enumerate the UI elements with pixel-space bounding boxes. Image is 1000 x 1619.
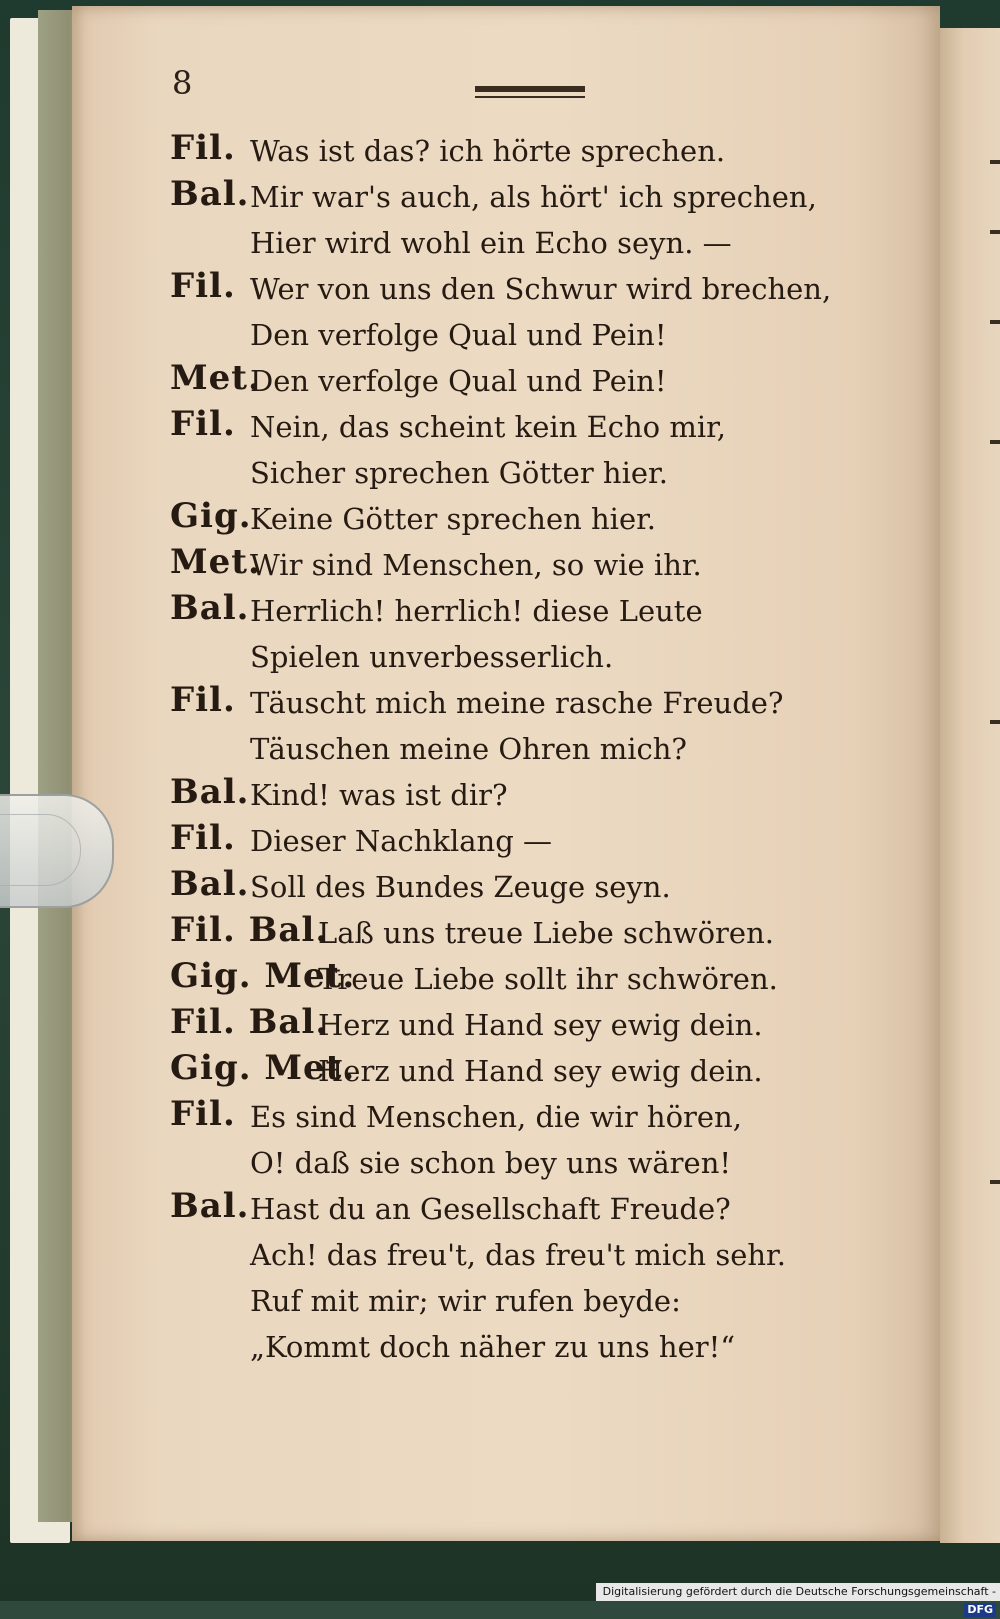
verse-line: Spielen unverbesserlich. bbox=[250, 640, 614, 674]
verse-line: „Kommt doch näher zu uns her!“ bbox=[250, 1330, 736, 1364]
dialogue-text bbox=[170, 128, 850, 1370]
facing-page-mark bbox=[990, 160, 1000, 164]
dialogue-entry bbox=[170, 772, 850, 818]
dialogue-entry bbox=[170, 1094, 850, 1186]
facing-page-edge bbox=[940, 28, 1000, 1543]
verse-line: Sicher sprechen Götter hier. bbox=[250, 456, 668, 490]
verse-line: Was ist das? ich hörte sprechen. bbox=[250, 134, 726, 168]
verse-line: Ach! das freu't, das freu't mich sehr. bbox=[250, 1238, 786, 1272]
dialogue-entry bbox=[170, 680, 850, 772]
dialogue-entry bbox=[170, 956, 850, 1002]
verse-line: Den verfolge Qual und Pein! bbox=[250, 364, 667, 398]
verse-line: Herz und Hand sey ewig dein. bbox=[318, 1054, 763, 1088]
facing-page-mark bbox=[990, 720, 1000, 724]
facing-page-mark bbox=[990, 230, 1000, 234]
dialogue-entry bbox=[170, 174, 850, 266]
footer-credit bbox=[596, 1583, 1000, 1616]
facing-page-mark bbox=[990, 440, 1000, 444]
verse-line: Kind! was ist dir? bbox=[250, 778, 508, 812]
dialogue-entry bbox=[170, 128, 850, 174]
verse-line: Wer von uns den Schwur wird brechen, bbox=[250, 272, 832, 306]
page-clip bbox=[0, 794, 114, 908]
verse-line: Den verfolge Qual und Pein! bbox=[250, 318, 667, 352]
speaker-label: Fil. bbox=[170, 404, 236, 444]
dialogue-entry bbox=[170, 358, 850, 404]
speaker-label: Gig. Met. bbox=[170, 1048, 356, 1088]
speaker-label: Gig. bbox=[170, 496, 252, 536]
speaker-label: Bal. bbox=[170, 772, 250, 812]
verse-line: Es sind Menschen, die wir hören, bbox=[250, 1100, 742, 1134]
dialogue-entry bbox=[170, 266, 850, 358]
speaker-label: Fil. bbox=[170, 680, 236, 720]
dialogue-entry bbox=[170, 1002, 850, 1048]
speaker-label: Bal. bbox=[170, 864, 250, 904]
speaker-label: Met. bbox=[170, 542, 261, 582]
dfg-logo: DFG bbox=[964, 1603, 996, 1617]
speaker-label: Bal. bbox=[170, 1186, 250, 1226]
facing-page-mark bbox=[990, 1180, 1000, 1184]
speaker-label: Fil. bbox=[170, 818, 236, 858]
dialogue-entry bbox=[170, 864, 850, 910]
speaker-label: Fil. Bal. bbox=[170, 1002, 329, 1042]
verse-line: Hast du an Gesellschaft Freude? bbox=[250, 1192, 731, 1226]
speaker-label: Fil. bbox=[170, 128, 236, 168]
header-ornament bbox=[475, 82, 585, 102]
dialogue-entry bbox=[170, 1048, 850, 1094]
dialogue-entry bbox=[170, 496, 850, 542]
speaker-label: Met. bbox=[170, 358, 261, 398]
verse-line: Soll des Bundes Zeuge seyn. bbox=[250, 870, 671, 904]
footer-credit-text: Digitalisierung gefördert durch die Deutsche Forschungsgemeinschaft - bbox=[602, 1585, 996, 1598]
verse-line: Dieser Nachklang — bbox=[250, 824, 552, 858]
speaker-label: Fil. bbox=[170, 266, 236, 306]
page-clip-inner bbox=[0, 814, 81, 886]
verse-line: O! daß sie schon bey uns wären! bbox=[250, 1146, 732, 1180]
verse-line: Hier wird wohl ein Echo seyn. — bbox=[250, 226, 732, 260]
dialogue-entry bbox=[170, 404, 850, 496]
page-number: 8 bbox=[172, 64, 193, 102]
verse-line: Ruf mit mir; wir rufen beyde: bbox=[250, 1284, 681, 1318]
verse-line: Laß uns treue Liebe schwören. bbox=[318, 916, 774, 950]
verse-line: Täuschen meine Ohren mich? bbox=[250, 732, 687, 766]
verse-line: Keine Götter sprechen hier. bbox=[250, 502, 657, 536]
dialogue-entry bbox=[170, 542, 850, 588]
speaker-label: Bal. bbox=[170, 174, 250, 214]
speaker-label: Fil. Bal. bbox=[170, 910, 329, 950]
dialogue-entry bbox=[170, 588, 850, 680]
dialogue-entry bbox=[170, 910, 850, 956]
verse-line: Herrlich! herrlich! diese Leute bbox=[250, 594, 703, 628]
verse-line: Wir sind Menschen, so wie ihr. bbox=[250, 548, 702, 582]
verse-line: Herz und Hand sey ewig dein. bbox=[318, 1008, 763, 1042]
speaker-label: Gig. Met. bbox=[170, 956, 356, 996]
speaker-label: Bal. bbox=[170, 588, 250, 628]
verse-line: Nein, das scheint kein Echo mir, bbox=[250, 410, 727, 444]
dialogue-entry bbox=[170, 1186, 850, 1370]
dialogue-entry bbox=[170, 818, 850, 864]
speaker-label: Fil. bbox=[170, 1094, 236, 1134]
facing-page-mark bbox=[990, 320, 1000, 324]
verse-line: Täuscht mich meine rasche Freude? bbox=[250, 686, 784, 720]
verse-line: Treue Liebe sollt ihr schwören. bbox=[318, 962, 778, 996]
verse-line: Mir war's auch, als hört' ich sprechen, bbox=[250, 180, 817, 214]
